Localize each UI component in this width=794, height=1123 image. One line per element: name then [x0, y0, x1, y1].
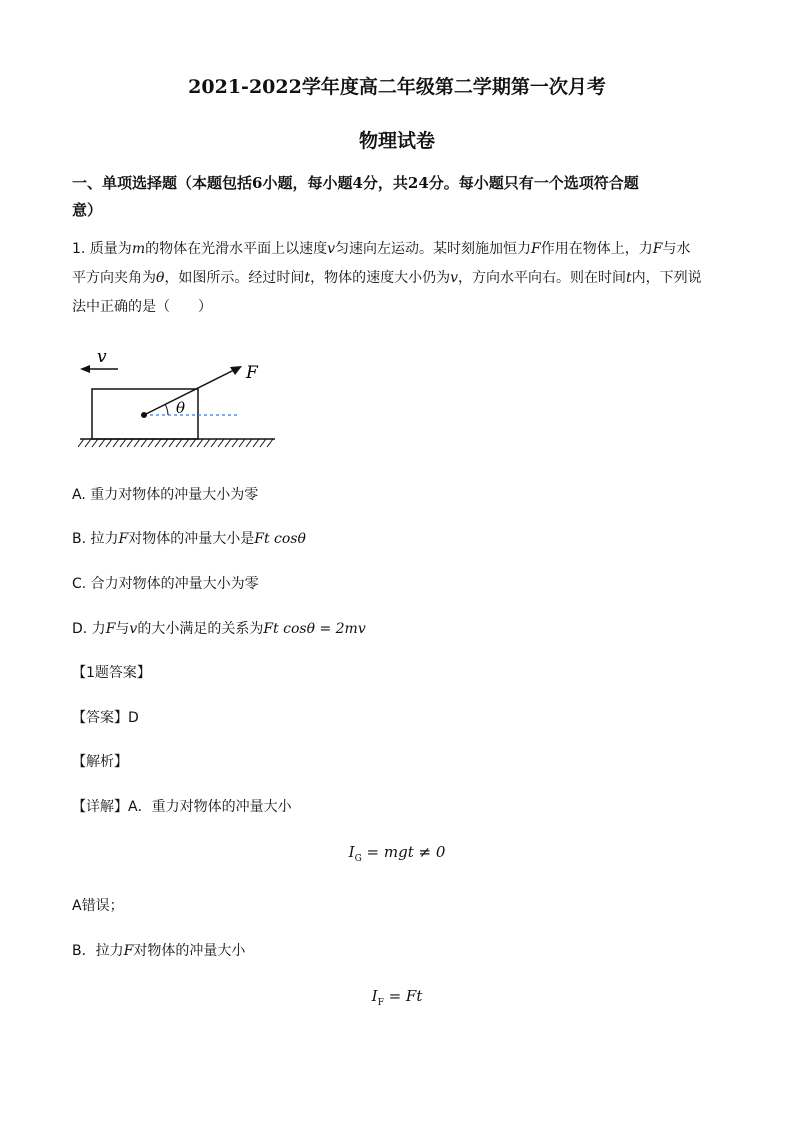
- answer-tag: 【1题答案】: [72, 665, 151, 681]
- force-diagram: [70, 342, 290, 454]
- question-1-stem: [72, 235, 722, 322]
- force-label: F: [246, 363, 258, 383]
- exam-title: 2021-2022学年度高二年级第二学期第一次月考: [188, 76, 606, 98]
- question-1-line3: 法中正确的是（ ）: [72, 299, 212, 315]
- mass-point: [141, 412, 147, 418]
- section-heading-line2: 意）: [72, 201, 103, 219]
- formula-impulse-force: $I_F = Ft$: [371, 987, 423, 1008]
- a-wrong: A错误；: [72, 898, 124, 914]
- answer-value: D: [128, 710, 139, 726]
- ground-hatching: [78, 439, 273, 447]
- answer-line: 【答案】D: [72, 710, 139, 726]
- formula-impulse-gravity: $I_G$ = mgt ≠ 0: [348, 843, 446, 864]
- detail-b: B．拉力F对物体的冲量大小: [72, 943, 246, 959]
- exam-subtitle: 物理试卷: [358, 130, 435, 152]
- option-c: C. 合力对物体的冲量大小为零: [72, 576, 259, 592]
- question-1-line1: 1. 质量为m的物体在光滑水平面上以速度v匀速向左运动。某时刻施加恒力F作用在物体上，力F与水: [72, 241, 691, 257]
- velocity-arrowhead: [80, 365, 90, 373]
- section-heading-line1: 一、单项选择题（本题包括6小题，每小题4分，共24分。每小题只有一个选项符合题: [72, 174, 639, 192]
- option-d: D. 力F与v的大小满足的关系为Ft cosθ = 2mv: [72, 621, 366, 637]
- analysis-tag: 【解析】: [72, 754, 128, 770]
- option-a: A. 重力对物体的冲量大小为零: [72, 487, 259, 503]
- section-heading: [72, 170, 722, 224]
- question-1-line2: 平方向夹角为θ，如图所示。经过时间t，物体的速度大小仍为v，方向水平向右。则在时间t内，下列说: [72, 270, 702, 286]
- angle-label: θ: [176, 399, 186, 417]
- option-b: B. 拉力F对物体的冲量大小是Ft cosθ: [72, 531, 306, 547]
- velocity-label: v: [97, 347, 107, 367]
- detail-a: 【详解】A．重力对物体的冲量大小: [72, 799, 292, 815]
